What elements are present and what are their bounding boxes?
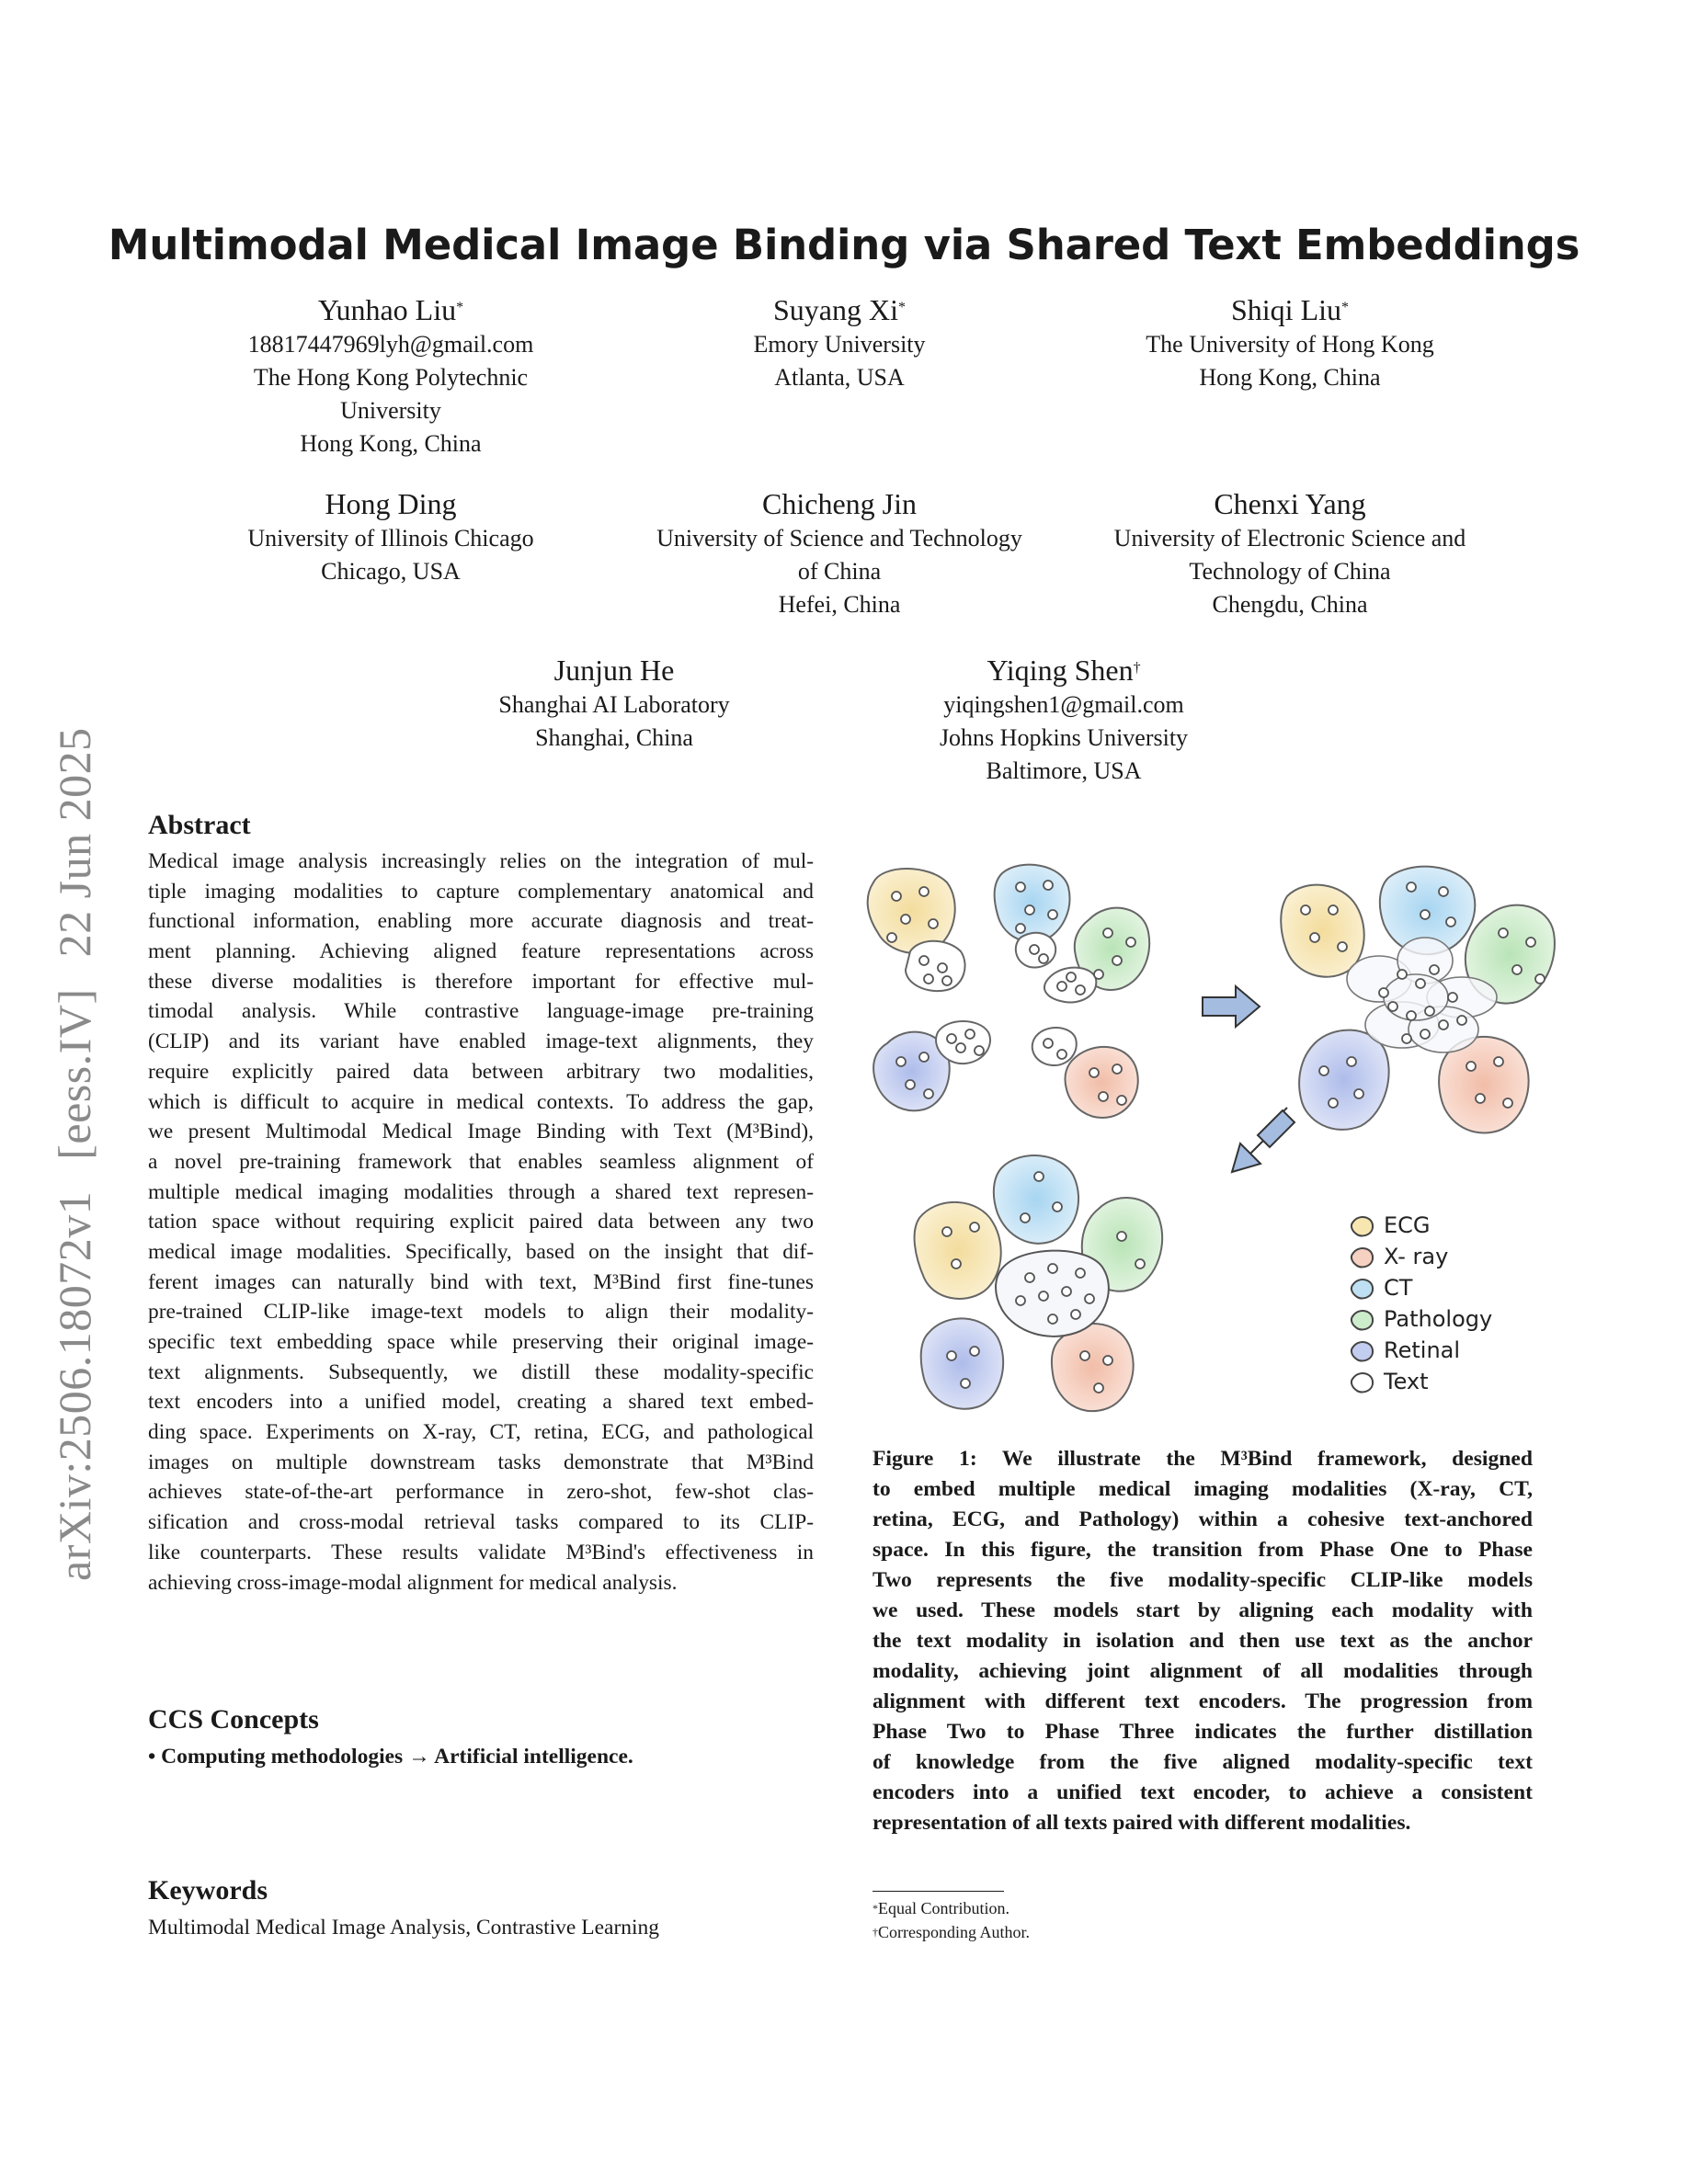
abstract-heading: Abstract: [148, 810, 251, 840]
legend-label: Retinal: [1384, 1337, 1461, 1363]
author-email[interactable]: 18817447969lyh@gmail.com: [247, 331, 534, 358]
arrow-shaft: [1258, 1110, 1295, 1147]
text-blob: [906, 941, 965, 991]
abstract-line: achieving cross-image-modal alignment for medical analysis.: [148, 1570, 678, 1595]
abstract-line: specific text embedding space while preserving their original image-: [148, 1330, 814, 1354]
abstract-line: timodal analysis. While contrastive language-image pre-training: [148, 999, 814, 1024]
author-location: Baltimore, USA: [986, 757, 1142, 784]
author-affiliation: Shanghai AI Laboratory: [498, 691, 730, 718]
legend-item-text: [1352, 1369, 1429, 1394]
abstract-line: like counterparts. These results validate M³Bind's effectiveness in: [148, 1540, 814, 1564]
abstract-line: text alignments. Subsequently, we distill these modality-specific: [148, 1359, 814, 1384]
author-block: [1060, 485, 1520, 621]
arxiv-date: 22 Jun 2025: [49, 727, 100, 958]
caption-line: modality, achieving joint alignment of all modalities through: [873, 1659, 1533, 1683]
author-name: Hong Ding: [325, 487, 457, 520]
keywords-section: [148, 1873, 814, 1943]
author-location: Shanghai, China: [535, 724, 693, 751]
footnote-corresponding-author: †Corresponding Author.: [873, 1923, 1030, 1941]
caption-line: encoders into a unified text encoder, to achieve a consistent: [873, 1780, 1533, 1804]
abstract-line: (CLIP) and its variant have enabled image-text alignments, they: [148, 1029, 814, 1054]
legend-item-retinal: [1352, 1337, 1460, 1363]
footnote-equal-contribution: *Equal Contribution.: [873, 1899, 1009, 1917]
author-location: Hong Kong, China: [300, 430, 482, 457]
ccs-section: [148, 1702, 814, 1772]
retinal-blob: [1299, 1030, 1389, 1130]
author-name: Chicheng Jin: [762, 487, 917, 520]
text-blob: [1032, 1028, 1077, 1065]
legend-label: ECG: [1384, 1212, 1431, 1238]
phase-one-cluster: [868, 865, 1150, 1118]
author-affiliation: of China: [797, 558, 882, 585]
author-location: Hefei, China: [778, 591, 901, 618]
ecg-blob: [915, 1202, 1001, 1299]
ccs-item: • Computing methodologies → Artificial intelligence.: [148, 1745, 633, 1769]
legend-item-ct: [1352, 1275, 1413, 1301]
abstract-body: [148, 847, 814, 1598]
abstract-line: images on multiple downstream tasks demonstrate that M³Bind: [148, 1450, 814, 1474]
author-affiliation: University of Illinois Chicago: [247, 525, 534, 552]
author-name: Yunhao Liu*: [317, 293, 464, 326]
abstract-line: we present Multimodal Medical Image Binding with Text (M³Bind),: [148, 1120, 814, 1144]
caption-line: Two represents the five modality-specific CLIP-like models: [873, 1568, 1533, 1592]
caption-line: to embed multiple medical imaging modalities (X-ray, CT,: [873, 1477, 1533, 1501]
figure-1-diagram: [855, 859, 1581, 1429]
caption-line: we used. These models start by aligning each modality with: [873, 1598, 1533, 1622]
author-affiliation: The Hong Kong Polytechnic: [253, 364, 529, 391]
legend-label: X- ray: [1384, 1244, 1449, 1269]
legend-label: CT: [1384, 1275, 1413, 1301]
legend-item-ecg: [1352, 1212, 1431, 1238]
abstract-line: medical image modalities. Specifically, based on the insight that dif-: [148, 1239, 814, 1264]
caption-line: space. In this figure, the transition from Phase One to Phase: [873, 1538, 1533, 1562]
legend-label: Pathology: [1384, 1306, 1493, 1332]
abstract-line: ferent images can naturally bind with text, M³Bind first fine-tunes: [148, 1269, 814, 1294]
author-block: [1106, 291, 1474, 394]
abstract-line: ding space. Experiments on X-ray, CT, retina, ECG, and pathological: [148, 1420, 814, 1445]
abstract-line: ment planning. Achieving aligned feature representations across: [148, 939, 814, 964]
ccs-heading: CCS Concepts: [148, 1704, 319, 1735]
author-name: Yiqing Shen†: [987, 654, 1141, 687]
author-block: [207, 485, 575, 588]
legend-item-xray: [1352, 1244, 1448, 1269]
author-affiliation: Technology of China: [1189, 558, 1391, 585]
author-affiliation: Johns Hopkins University: [939, 724, 1189, 751]
abstract-line: tation space without requiring explicit paired data between any two: [148, 1210, 814, 1234]
legend-item-pathology: [1352, 1306, 1492, 1332]
author-name: Suyang Xi*: [773, 293, 906, 326]
legend-label: Text: [1384, 1369, 1429, 1394]
author-block: [430, 652, 798, 755]
abstract-line: Medical image analysis increasingly relies on the integration of mul-: [148, 849, 814, 873]
author-email[interactable]: yiqingshen1@gmail.com: [943, 691, 1184, 718]
author-name: Junjun He: [553, 654, 675, 687]
arxiv-stamp: [48, 696, 101, 1581]
keywords-heading: Keywords: [148, 1875, 268, 1905]
ct-blob: [995, 865, 1070, 942]
footnote-divider: [873, 1891, 1004, 1892]
xray-blob: [1065, 1047, 1137, 1118]
xray-blob: [1052, 1324, 1134, 1411]
keywords-text: Multimodal Medical Image Analysis, Contrastive Learning: [148, 1916, 660, 1939]
caption-line: representation of all texts paired with different modalities.: [873, 1811, 1411, 1835]
abstract-line: functional information, enabling more accurate diagnosis and treat-: [148, 909, 814, 934]
arxiv-id: arXiv:2506.18072v1: [49, 1190, 100, 1581]
author-location: Chengdu, China: [1212, 591, 1368, 618]
abstract-line: require explicitly paired data between arbitrary two modalities,: [148, 1059, 814, 1084]
ct-blob: [994, 1155, 1078, 1244]
author-affiliation: University of Electronic Science and: [1113, 525, 1466, 552]
figure-legend: [1352, 1212, 1492, 1394]
abstract-line: which is difficult to acquire in medical contexts. To address the gap,: [148, 1089, 814, 1114]
arrow-right-icon: [1203, 986, 1260, 1027]
author-affiliation: The University of Hong Kong: [1146, 331, 1434, 358]
author-block: [207, 291, 575, 461]
caption-line: Figure 1: We illustrate the M³Bind framework, designed: [873, 1447, 1533, 1471]
phase-two-cluster: [1281, 867, 1555, 1133]
caption-line: retina, ECG, and Pathology) within a cohesive text-anchored: [873, 1507, 1533, 1531]
abstract-section: [148, 808, 814, 1598]
author-name: Chenxi Yang: [1214, 487, 1366, 520]
caption-line: alignment with different text encoders. The progression from: [873, 1689, 1533, 1713]
abstract-line: achieves state-of-the-art performance in zero-shot, few-shot clas-: [148, 1480, 814, 1505]
caption-line: of knowledge from the five aligned modality-specific text: [873, 1750, 1533, 1774]
abstract-line: a novel pre-training framework that enables seamless alignment of: [148, 1149, 814, 1174]
ecg-blob: [1281, 885, 1363, 977]
caption-line: Phase Two to Phase Three indicates the further distillation: [873, 1720, 1533, 1744]
retinal-blob: [921, 1318, 1003, 1408]
paper-title: Multimodal Medical Image Binding via Shared Text Embeddings: [108, 221, 1580, 269]
author-block: [880, 652, 1248, 788]
text-blob: [936, 1021, 990, 1064]
caption-line: the text modality in isolation and then use text as the anchor: [873, 1629, 1533, 1653]
author-location: Chicago, USA: [321, 558, 461, 585]
phase-three-cluster: [915, 1155, 1163, 1411]
abstract-line: pre-trained CLIP-like image-text models to align their modality-: [148, 1300, 814, 1325]
author-affiliation: University: [340, 397, 441, 424]
ecg-blob: [868, 869, 955, 953]
abstract-line: tiple imaging modalities to capture complementary anatomical and: [148, 879, 814, 904]
author-affiliation: University of Science and Technology: [656, 525, 1022, 552]
abstract-line: text encoders into a unified model, creating a shared text embed-: [148, 1390, 814, 1415]
figure-caption: [873, 1444, 1533, 1838]
arxiv-category: [eess.IV]: [49, 988, 100, 1160]
author-block: [656, 291, 1023, 394]
author-location: Hong Kong, China: [1199, 364, 1381, 391]
abstract-line: sification and cross-modal retrieval tasks compared to its CLIP-: [148, 1510, 814, 1535]
abstract-line: multiple medical imaging modalities through a shared text represen-: [148, 1179, 814, 1204]
author-location: Atlanta, USA: [774, 364, 905, 391]
author-block: [610, 485, 1069, 621]
author-name: Shiqi Liu*: [1230, 293, 1349, 326]
author-affiliation: Emory University: [753, 331, 926, 358]
abstract-line: these diverse modalities is therefore important for effective mul-: [148, 969, 814, 994]
